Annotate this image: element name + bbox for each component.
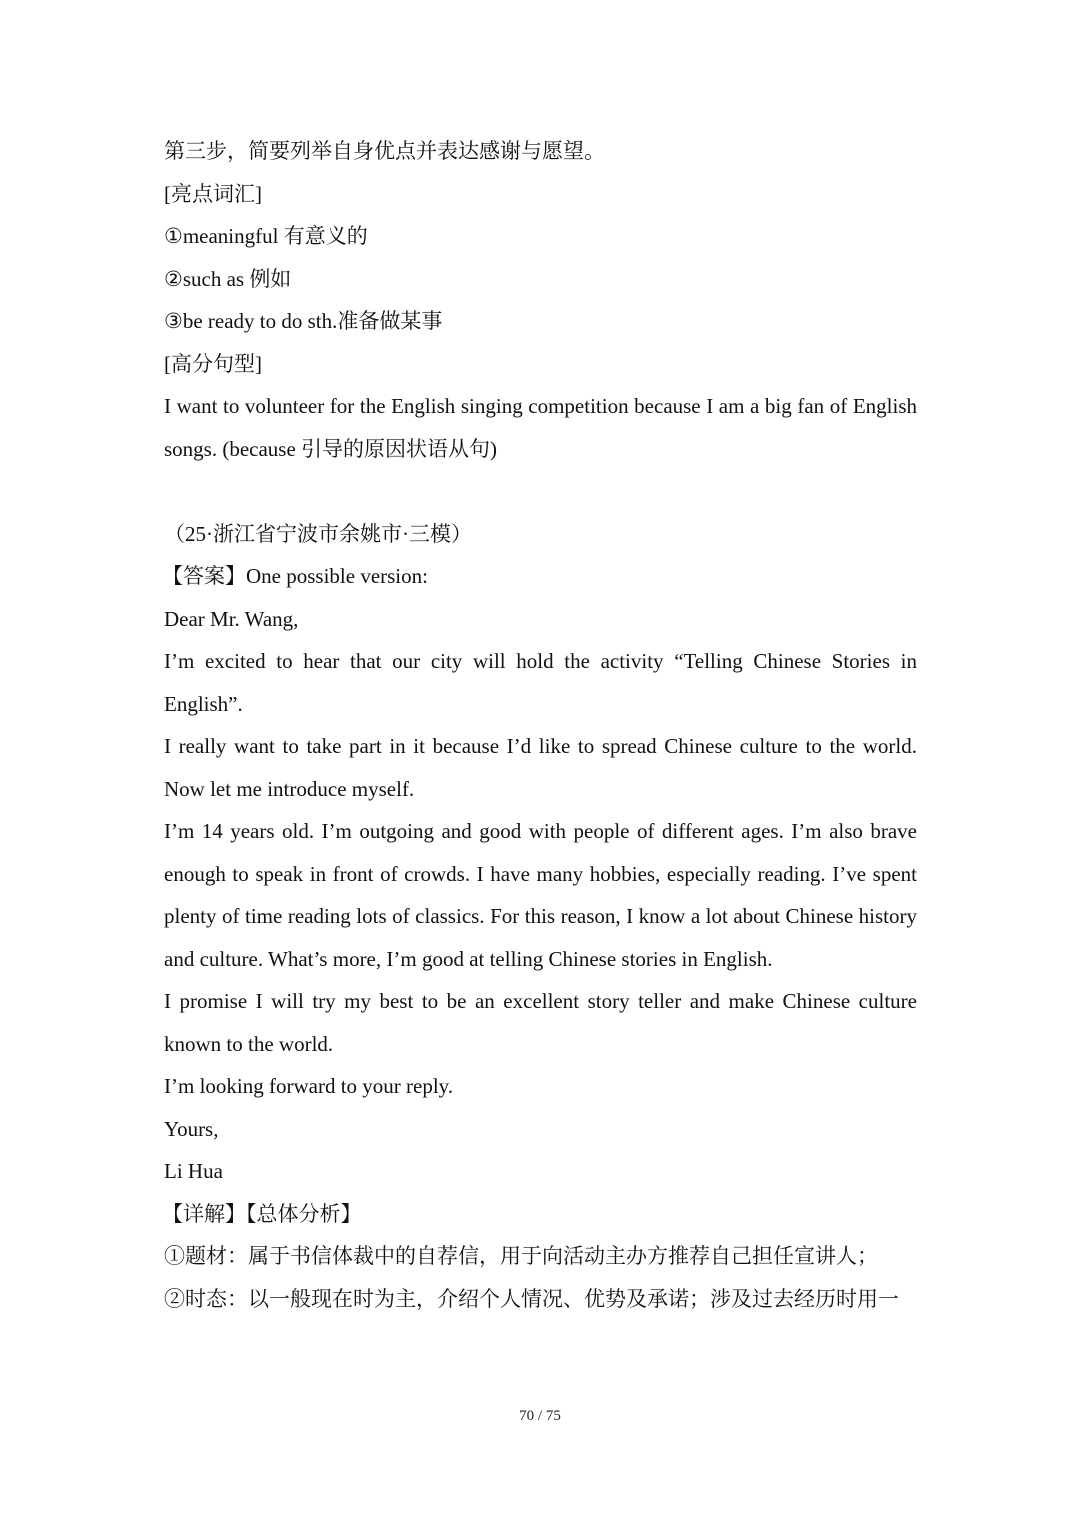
vocab-item-2: ②such as 例如 bbox=[164, 266, 292, 291]
analysis-item-2: ②时态：以一般现在时为主，介绍个人情况、优势及承诺；涉及过去经历时用一 bbox=[164, 1286, 899, 1311]
high-score-heading: [高分句型] bbox=[164, 351, 262, 376]
vocab-item-1: ①meaningful 有意义的 bbox=[164, 224, 368, 248]
section-gap bbox=[164, 470, 917, 513]
letter-paragraph-3: I’m 14 years old. I’m outgoing and good with people of different ages. I’m also brave enough to speak in front of crowds. I have many hobbies, especially reading. I’ve spent plenty of time reading lots of classics. For this reason, I know a lot about Chinese history and culture. What’s more, I’m good at telling Chinese stories in English. bbox=[164, 819, 917, 971]
letter-closing: Yours, bbox=[164, 1116, 219, 1141]
letter-greeting: Dear Mr. Wang, bbox=[164, 606, 299, 631]
step-three-text: 第三步，简要列举自身优点并表达感谢与愿望。 bbox=[164, 139, 605, 163]
vocab-item-3: ③be ready to do sth.准备做某事 bbox=[164, 309, 443, 333]
question-source: （25·浙江省宁波市余姚市·三模） bbox=[164, 521, 472, 546]
letter-paragraph-2: I really want to take part in it because I’d like to spread Chinese culture to the world. Now let me introduce myself. bbox=[164, 734, 917, 801]
high-score-sentence: I want to volunteer for the English singing competition because I am a big fan of English songs. (because 引导的原因状语从句) bbox=[164, 394, 917, 461]
answer-heading: 【答案】One possible version: bbox=[162, 564, 428, 588]
letter-signature: Li Hua bbox=[164, 1159, 223, 1183]
page-content bbox=[164, 130, 917, 1320]
letter-paragraph-5: I’m looking forward to your reply. bbox=[164, 1074, 454, 1098]
analysis-heading: 【详解】【总体分析】 bbox=[162, 1201, 362, 1226]
analysis-item-1: ①题材：属于书信体裁中的自荐信，用于向活动主办方推荐自己担任宣讲人； bbox=[164, 1244, 878, 1268]
letter-paragraph-1: I’m excited to hear that our city will hold the activity “Telling Chinese Stories in English”. bbox=[164, 649, 917, 716]
letter-paragraph-4: I promise I will try my best to be an excellent story teller and make Chinese culture known to the world. bbox=[164, 989, 917, 1056]
highlight-vocab-heading: [亮点词汇] bbox=[164, 181, 262, 206]
page-number: 70 / 75 bbox=[519, 1408, 561, 1424]
